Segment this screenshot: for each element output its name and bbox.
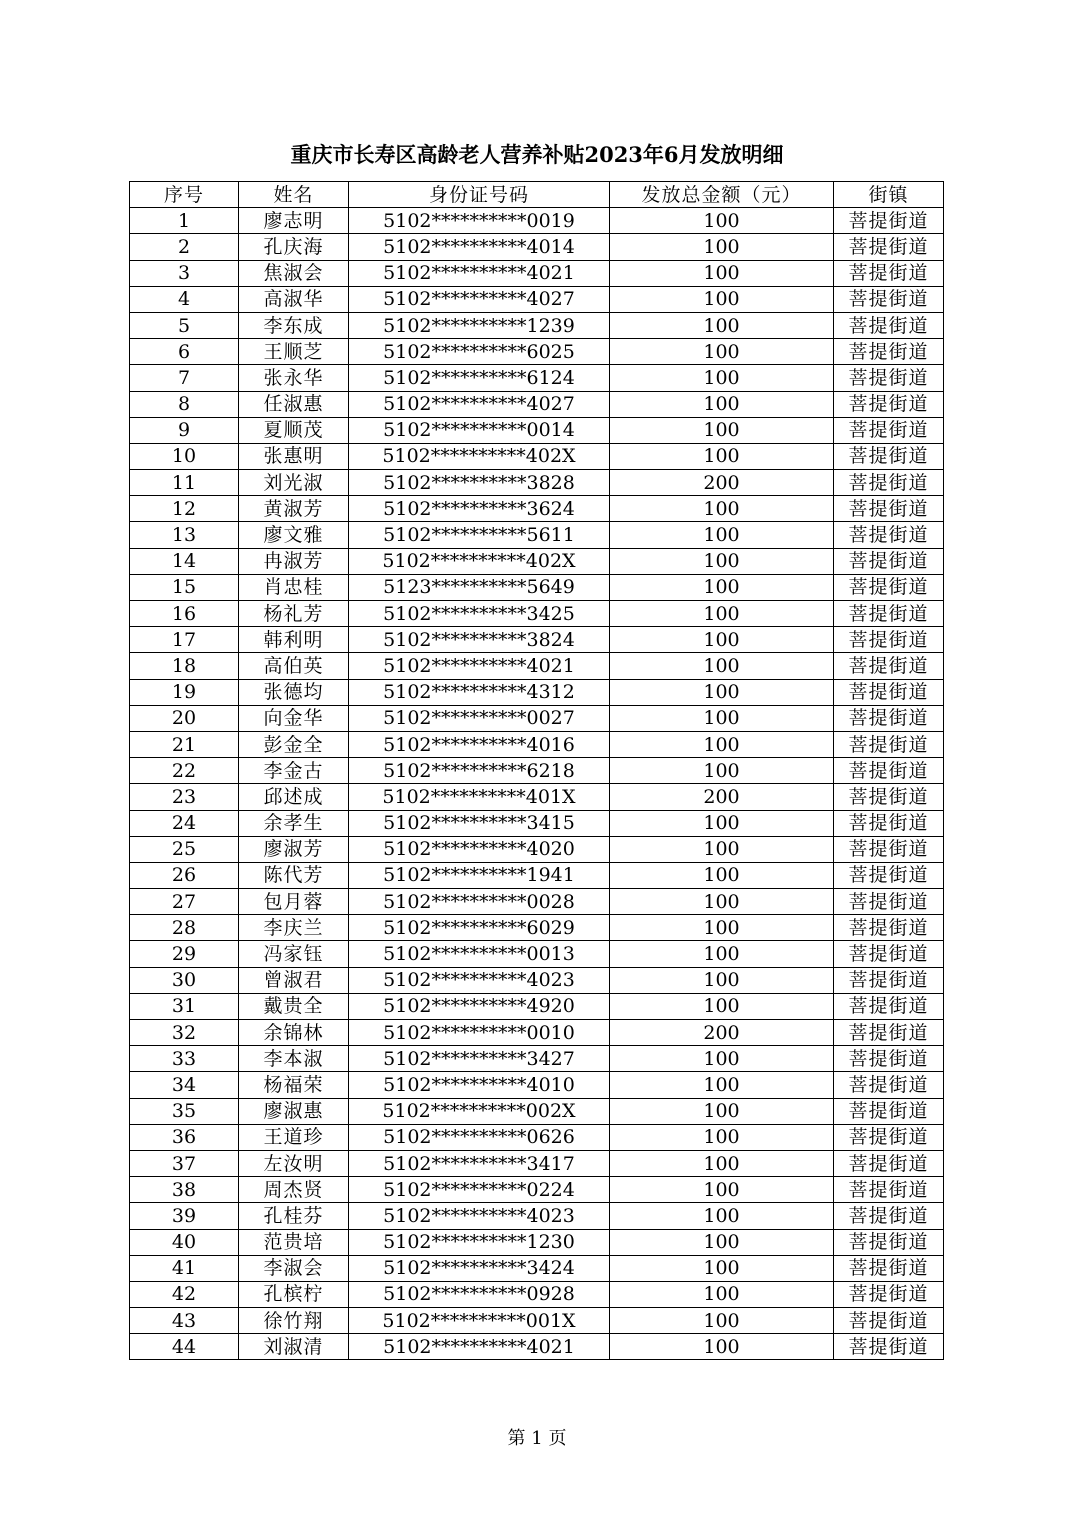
header-amount: 发放总金额（元） bbox=[610, 182, 834, 208]
serial-cell: 2 bbox=[130, 234, 239, 260]
amount-cell: 100 bbox=[610, 1255, 834, 1281]
amount-cell: 100 bbox=[610, 810, 834, 836]
id-number-cell: 5102**********4014 bbox=[349, 234, 610, 260]
town-cell: 菩提街道 bbox=[834, 1072, 944, 1098]
id-number-cell: 5102**********0013 bbox=[349, 941, 610, 967]
name-cell: 孔槟柠 bbox=[239, 1281, 349, 1307]
id-number-cell: 5102**********4021 bbox=[349, 1334, 610, 1360]
town-cell: 菩提街道 bbox=[834, 1177, 944, 1203]
id-number-cell: 5102**********1230 bbox=[349, 1229, 610, 1255]
table-row bbox=[130, 1334, 944, 1360]
serial-cell: 36 bbox=[130, 1124, 239, 1150]
serial-cell: 42 bbox=[130, 1281, 239, 1307]
town-cell: 菩提街道 bbox=[834, 627, 944, 653]
id-number-cell: 5102**********1239 bbox=[349, 312, 610, 338]
table-row bbox=[130, 1255, 944, 1281]
serial-cell: 3 bbox=[130, 260, 239, 286]
serial-cell: 20 bbox=[130, 705, 239, 731]
id-number-cell: 5102**********0027 bbox=[349, 705, 610, 731]
amount-cell: 100 bbox=[610, 993, 834, 1019]
town-cell: 菩提街道 bbox=[834, 234, 944, 260]
table-row bbox=[130, 627, 944, 653]
table-row bbox=[130, 1203, 944, 1229]
table-body bbox=[130, 208, 944, 1360]
table-row bbox=[130, 758, 944, 784]
town-cell: 菩提街道 bbox=[834, 601, 944, 627]
name-cell: 李本淑 bbox=[239, 1046, 349, 1072]
serial-cell: 35 bbox=[130, 1098, 239, 1124]
town-cell: 菩提街道 bbox=[834, 1020, 944, 1046]
amount-cell: 100 bbox=[610, 496, 834, 522]
table-row bbox=[130, 993, 944, 1019]
id-number-cell: 5102**********4021 bbox=[349, 653, 610, 679]
town-cell: 菩提街道 bbox=[834, 522, 944, 548]
name-cell: 陈代芳 bbox=[239, 862, 349, 888]
id-number-cell: 5102**********4016 bbox=[349, 731, 610, 757]
amount-cell: 100 bbox=[610, 1098, 834, 1124]
name-cell: 李东成 bbox=[239, 312, 349, 338]
name-cell: 戴贵全 bbox=[239, 993, 349, 1019]
amount-cell: 100 bbox=[610, 260, 834, 286]
town-cell: 菩提街道 bbox=[834, 967, 944, 993]
amount-cell: 100 bbox=[610, 312, 834, 338]
table-row bbox=[130, 731, 944, 757]
serial-cell: 5 bbox=[130, 312, 239, 338]
amount-cell: 100 bbox=[610, 208, 834, 234]
name-cell: 李庆兰 bbox=[239, 915, 349, 941]
id-number-cell: 5102**********0626 bbox=[349, 1124, 610, 1150]
page-number: 第 1 页 bbox=[507, 1428, 567, 1449]
serial-cell: 11 bbox=[130, 470, 239, 496]
table-header-row bbox=[130, 182, 944, 208]
town-cell: 菩提街道 bbox=[834, 1229, 944, 1255]
serial-cell: 9 bbox=[130, 417, 239, 443]
name-cell: 冉淑芳 bbox=[239, 548, 349, 574]
serial-cell: 19 bbox=[130, 679, 239, 705]
id-number-cell: 5102**********402X bbox=[349, 548, 610, 574]
serial-cell: 18 bbox=[130, 653, 239, 679]
name-cell: 向金华 bbox=[239, 705, 349, 731]
id-number-cell: 5102**********3425 bbox=[349, 601, 610, 627]
id-number-cell: 5102**********401X bbox=[349, 784, 610, 810]
name-cell: 曾淑君 bbox=[239, 967, 349, 993]
name-cell: 徐竹翔 bbox=[239, 1308, 349, 1334]
town-cell: 菩提街道 bbox=[834, 286, 944, 312]
id-number-cell: 5102**********4023 bbox=[349, 1203, 610, 1229]
town-cell: 菩提街道 bbox=[834, 339, 944, 365]
serial-cell: 17 bbox=[130, 627, 239, 653]
serial-cell: 10 bbox=[130, 443, 239, 469]
serial-cell: 40 bbox=[130, 1229, 239, 1255]
amount-cell: 100 bbox=[610, 1177, 834, 1203]
town-cell: 菩提街道 bbox=[834, 784, 944, 810]
amount-cell: 100 bbox=[610, 967, 834, 993]
amount-cell: 100 bbox=[610, 1334, 834, 1360]
table-row bbox=[130, 260, 944, 286]
serial-cell: 33 bbox=[130, 1046, 239, 1072]
id-number-cell: 5102**********0019 bbox=[349, 208, 610, 234]
id-number-cell: 5102**********3424 bbox=[349, 1255, 610, 1281]
serial-cell: 44 bbox=[130, 1334, 239, 1360]
town-cell: 菩提街道 bbox=[834, 260, 944, 286]
town-cell: 菩提街道 bbox=[834, 574, 944, 600]
table-row bbox=[130, 915, 944, 941]
amount-cell: 200 bbox=[610, 784, 834, 810]
town-cell: 菩提街道 bbox=[834, 679, 944, 705]
amount-cell: 100 bbox=[610, 365, 834, 391]
table-row bbox=[130, 1046, 944, 1072]
amount-cell: 100 bbox=[610, 627, 834, 653]
name-cell: 张德均 bbox=[239, 679, 349, 705]
amount-cell: 100 bbox=[610, 758, 834, 784]
serial-cell: 41 bbox=[130, 1255, 239, 1281]
id-number-cell: 5102**********4027 bbox=[349, 391, 610, 417]
amount-cell: 100 bbox=[610, 731, 834, 757]
town-cell: 菩提街道 bbox=[834, 417, 944, 443]
name-cell: 杨礼芳 bbox=[239, 601, 349, 627]
amount-cell: 100 bbox=[610, 1072, 834, 1098]
amount-cell: 100 bbox=[610, 522, 834, 548]
id-number-cell: 5102**********402X bbox=[349, 443, 610, 469]
name-cell: 彭金全 bbox=[239, 731, 349, 757]
table-row bbox=[130, 1281, 944, 1307]
table-row bbox=[130, 574, 944, 600]
header-serial: 序号 bbox=[130, 182, 239, 208]
name-cell: 王顺芝 bbox=[239, 339, 349, 365]
serial-cell: 27 bbox=[130, 889, 239, 915]
name-cell: 高淑华 bbox=[239, 286, 349, 312]
amount-cell: 100 bbox=[610, 653, 834, 679]
table-row bbox=[130, 443, 944, 469]
amount-cell: 100 bbox=[610, 417, 834, 443]
name-cell: 黄淑芳 bbox=[239, 496, 349, 522]
town-cell: 菩提街道 bbox=[834, 470, 944, 496]
town-cell: 菩提街道 bbox=[834, 653, 944, 679]
town-cell: 菩提街道 bbox=[834, 889, 944, 915]
name-cell: 廖淑芳 bbox=[239, 836, 349, 862]
id-number-cell: 5102**********6124 bbox=[349, 365, 610, 391]
id-number-cell: 5102**********6029 bbox=[349, 915, 610, 941]
town-cell: 菩提街道 bbox=[834, 1124, 944, 1150]
table-row bbox=[130, 365, 944, 391]
amount-cell: 100 bbox=[610, 339, 834, 365]
id-number-cell: 5102**********001X bbox=[349, 1308, 610, 1334]
table-row bbox=[130, 286, 944, 312]
name-cell: 周杰贤 bbox=[239, 1177, 349, 1203]
id-number-cell: 5102**********5611 bbox=[349, 522, 610, 548]
table-row bbox=[130, 208, 944, 234]
serial-cell: 32 bbox=[130, 1020, 239, 1046]
name-cell: 高伯英 bbox=[239, 653, 349, 679]
amount-cell: 100 bbox=[610, 915, 834, 941]
amount-cell: 100 bbox=[610, 1229, 834, 1255]
amount-cell: 100 bbox=[610, 889, 834, 915]
amount-cell: 100 bbox=[610, 1046, 834, 1072]
town-cell: 菩提街道 bbox=[834, 1255, 944, 1281]
table-row bbox=[130, 862, 944, 888]
name-cell: 范贵培 bbox=[239, 1229, 349, 1255]
table-row bbox=[130, 312, 944, 338]
serial-cell: 21 bbox=[130, 731, 239, 757]
table-row bbox=[130, 1020, 944, 1046]
table-row bbox=[130, 548, 944, 574]
serial-cell: 25 bbox=[130, 836, 239, 862]
name-cell: 杨福荣 bbox=[239, 1072, 349, 1098]
amount-cell: 100 bbox=[610, 443, 834, 469]
town-cell: 菩提街道 bbox=[834, 810, 944, 836]
amount-cell: 100 bbox=[610, 1281, 834, 1307]
serial-cell: 6 bbox=[130, 339, 239, 365]
serial-cell: 14 bbox=[130, 548, 239, 574]
table-row bbox=[130, 705, 944, 731]
serial-cell: 43 bbox=[130, 1308, 239, 1334]
name-cell: 余孝生 bbox=[239, 810, 349, 836]
serial-cell: 28 bbox=[130, 915, 239, 941]
town-cell: 菩提街道 bbox=[834, 1308, 944, 1334]
table-row bbox=[130, 496, 944, 522]
header-town: 街镇 bbox=[834, 182, 944, 208]
name-cell: 廖文雅 bbox=[239, 522, 349, 548]
amount-cell: 100 bbox=[610, 234, 834, 260]
name-cell: 夏顺茂 bbox=[239, 417, 349, 443]
serial-cell: 15 bbox=[130, 574, 239, 600]
town-cell: 菩提街道 bbox=[834, 993, 944, 1019]
town-cell: 菩提街道 bbox=[834, 1150, 944, 1176]
table-row bbox=[130, 653, 944, 679]
town-cell: 菩提街道 bbox=[834, 731, 944, 757]
header-name: 姓名 bbox=[239, 182, 349, 208]
town-cell: 菩提街道 bbox=[834, 548, 944, 574]
amount-cell: 100 bbox=[610, 1124, 834, 1150]
name-cell: 韩利明 bbox=[239, 627, 349, 653]
town-cell: 菩提街道 bbox=[834, 208, 944, 234]
town-cell: 菩提街道 bbox=[834, 1203, 944, 1229]
serial-cell: 23 bbox=[130, 784, 239, 810]
id-number-cell: 5102**********6218 bbox=[349, 758, 610, 784]
town-cell: 菩提街道 bbox=[834, 1334, 944, 1360]
id-number-cell: 5102**********3828 bbox=[349, 470, 610, 496]
town-cell: 菩提街道 bbox=[834, 496, 944, 522]
id-number-cell: 5102**********0014 bbox=[349, 417, 610, 443]
town-cell: 菩提街道 bbox=[834, 443, 944, 469]
name-cell: 冯家钰 bbox=[239, 941, 349, 967]
amount-cell: 100 bbox=[610, 391, 834, 417]
town-cell: 菩提街道 bbox=[834, 758, 944, 784]
amount-cell: 100 bbox=[610, 836, 834, 862]
header-id-number: 身份证号码 bbox=[349, 182, 610, 208]
table-row bbox=[130, 1072, 944, 1098]
town-cell: 菩提街道 bbox=[834, 862, 944, 888]
id-number-cell: 5102**********4920 bbox=[349, 993, 610, 1019]
table-row bbox=[130, 1124, 944, 1150]
amount-cell: 100 bbox=[610, 1308, 834, 1334]
name-cell: 焦淑会 bbox=[239, 260, 349, 286]
serial-cell: 4 bbox=[130, 286, 239, 312]
name-cell: 包月蓉 bbox=[239, 889, 349, 915]
serial-cell: 31 bbox=[130, 993, 239, 1019]
town-cell: 菩提街道 bbox=[834, 836, 944, 862]
table-row bbox=[130, 1177, 944, 1203]
amount-cell: 100 bbox=[610, 286, 834, 312]
amount-cell: 100 bbox=[610, 548, 834, 574]
table-row bbox=[130, 1098, 944, 1124]
serial-cell: 37 bbox=[130, 1150, 239, 1176]
name-cell: 孔庆海 bbox=[239, 234, 349, 260]
id-number-cell: 5102**********4312 bbox=[349, 679, 610, 705]
town-cell: 菩提街道 bbox=[834, 941, 944, 967]
table-row bbox=[130, 339, 944, 365]
id-number-cell: 5102**********4021 bbox=[349, 260, 610, 286]
id-number-cell: 5102**********3824 bbox=[349, 627, 610, 653]
name-cell: 张永华 bbox=[239, 365, 349, 391]
table-row bbox=[130, 417, 944, 443]
amount-cell: 100 bbox=[610, 705, 834, 731]
name-cell: 任淑惠 bbox=[239, 391, 349, 417]
table-row bbox=[130, 1308, 944, 1334]
id-number-cell: 5102**********1941 bbox=[349, 862, 610, 888]
table-row bbox=[130, 941, 944, 967]
name-cell: 李金古 bbox=[239, 758, 349, 784]
name-cell: 张惠明 bbox=[239, 443, 349, 469]
serial-cell: 30 bbox=[130, 967, 239, 993]
id-number-cell: 5102**********0010 bbox=[349, 1020, 610, 1046]
table-row bbox=[130, 967, 944, 993]
town-cell: 菩提街道 bbox=[834, 1046, 944, 1072]
id-number-cell: 5102**********4020 bbox=[349, 836, 610, 862]
name-cell: 廖志明 bbox=[239, 208, 349, 234]
subsidy-table bbox=[129, 181, 944, 1360]
id-number-cell: 5102**********3417 bbox=[349, 1150, 610, 1176]
town-cell: 菩提街道 bbox=[834, 312, 944, 338]
name-cell: 王道珍 bbox=[239, 1124, 349, 1150]
amount-cell: 100 bbox=[610, 574, 834, 600]
table-row bbox=[130, 391, 944, 417]
id-number-cell: 5102**********0028 bbox=[349, 889, 610, 915]
name-cell: 邱述成 bbox=[239, 784, 349, 810]
amount-cell: 100 bbox=[610, 941, 834, 967]
serial-cell: 8 bbox=[130, 391, 239, 417]
serial-cell: 39 bbox=[130, 1203, 239, 1229]
table-row bbox=[130, 470, 944, 496]
amount-cell: 200 bbox=[610, 1020, 834, 1046]
town-cell: 菩提街道 bbox=[834, 705, 944, 731]
name-cell: 肖忠桂 bbox=[239, 574, 349, 600]
amount-cell: 100 bbox=[610, 862, 834, 888]
id-number-cell: 5102**********4010 bbox=[349, 1072, 610, 1098]
serial-cell: 24 bbox=[130, 810, 239, 836]
serial-cell: 1 bbox=[130, 208, 239, 234]
id-number-cell: 5102**********0224 bbox=[349, 1177, 610, 1203]
name-cell: 刘淑清 bbox=[239, 1334, 349, 1360]
id-number-cell: 5102**********3427 bbox=[349, 1046, 610, 1072]
serial-cell: 26 bbox=[130, 862, 239, 888]
table-row bbox=[130, 1150, 944, 1176]
id-number-cell: 5102**********4023 bbox=[349, 967, 610, 993]
id-number-cell: 5102**********3415 bbox=[349, 810, 610, 836]
amount-cell: 100 bbox=[610, 1150, 834, 1176]
table-row bbox=[130, 1229, 944, 1255]
town-cell: 菩提街道 bbox=[834, 1098, 944, 1124]
serial-cell: 16 bbox=[130, 601, 239, 627]
table-row bbox=[130, 601, 944, 627]
serial-cell: 22 bbox=[130, 758, 239, 784]
town-cell: 菩提街道 bbox=[834, 1281, 944, 1307]
name-cell: 左汝明 bbox=[239, 1150, 349, 1176]
document-title: 重庆市长寿区高龄老人营养补贴2023年6月发放明细 bbox=[290, 142, 784, 167]
id-number-cell: 5123**********5649 bbox=[349, 574, 610, 600]
serial-cell: 13 bbox=[130, 522, 239, 548]
table-row bbox=[130, 679, 944, 705]
serial-cell: 38 bbox=[130, 1177, 239, 1203]
table-row bbox=[130, 810, 944, 836]
name-cell: 廖淑惠 bbox=[239, 1098, 349, 1124]
table-row bbox=[130, 522, 944, 548]
town-cell: 菩提街道 bbox=[834, 391, 944, 417]
table-row bbox=[130, 784, 944, 810]
id-number-cell: 5102**********6025 bbox=[349, 339, 610, 365]
id-number-cell: 5102**********0928 bbox=[349, 1281, 610, 1307]
serial-cell: 7 bbox=[130, 365, 239, 391]
serial-cell: 12 bbox=[130, 496, 239, 522]
serial-cell: 34 bbox=[130, 1072, 239, 1098]
name-cell: 刘光淑 bbox=[239, 470, 349, 496]
amount-cell: 100 bbox=[610, 601, 834, 627]
id-number-cell: 5102**********3624 bbox=[349, 496, 610, 522]
amount-cell: 200 bbox=[610, 470, 834, 496]
town-cell: 菩提街道 bbox=[834, 365, 944, 391]
name-cell: 李淑会 bbox=[239, 1255, 349, 1281]
name-cell: 余锦林 bbox=[239, 1020, 349, 1046]
id-number-cell: 5102**********4027 bbox=[349, 286, 610, 312]
town-cell: 菩提街道 bbox=[834, 915, 944, 941]
table-row bbox=[130, 234, 944, 260]
name-cell: 孔桂芬 bbox=[239, 1203, 349, 1229]
id-number-cell: 5102**********002X bbox=[349, 1098, 610, 1124]
amount-cell: 100 bbox=[610, 1203, 834, 1229]
serial-cell: 29 bbox=[130, 941, 239, 967]
table-row bbox=[130, 836, 944, 862]
amount-cell: 100 bbox=[610, 679, 834, 705]
table-row bbox=[130, 889, 944, 915]
